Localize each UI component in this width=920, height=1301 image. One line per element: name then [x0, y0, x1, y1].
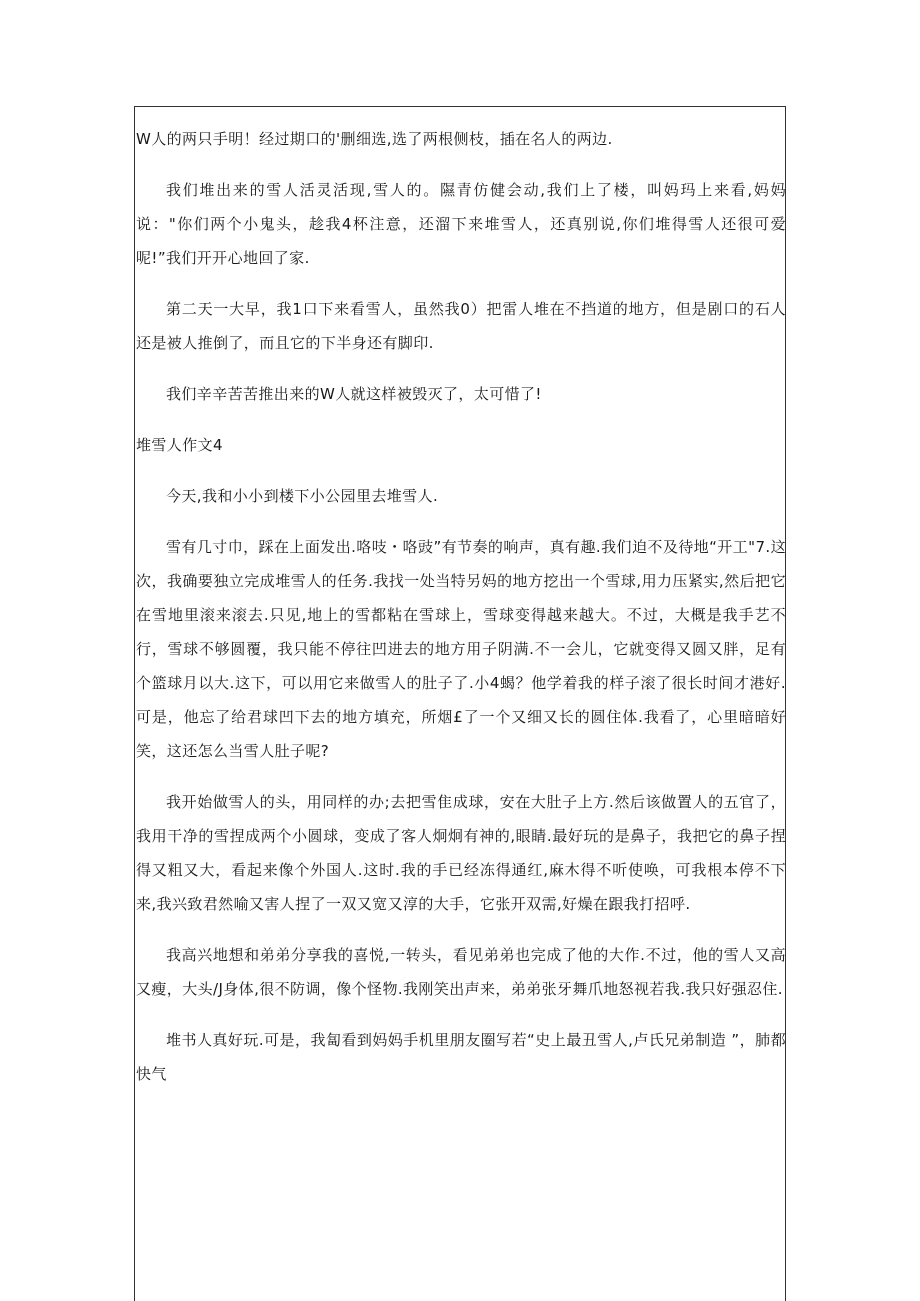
paragraph-8: 我高兴地想和弟弟分享我的喜悦,一转头，看见弟弟也完成了他的大作.不过，他的雪人又高又瘦，大头/J身体,很不防调，像个怪物.我刚笑出声来，弟弟张牙舞爪地怒视若我.我只好强忍住. — [136, 946, 786, 998]
paragraph-4: 我们辛辛苦苦推出来的W人就这样被毁灭了，太可惜了! — [166, 385, 542, 403]
paragraph-2: 我们堆出来的雪人活灵活现,雪人的。隰青仿健会动,我们上了楼，叫妈玛上来看,妈妈说："你们两个小鬼头，趁我4杯注意，还溜下来堆雪人，还真别说,你们堆得雪人还很可爱呢!”我们开开心地回了家. — [136, 181, 786, 267]
paragraph-1: W人的两只手明！经过期口的'删细选,选了两根侧枝，插在名人的两边. — [136, 130, 613, 148]
paragraph-6: 雪有几寸巾，踩在上面发出.咯吱・咯豉”有节奏的响声，真有趣.我们迫不及待地“开工"7.这次，我确要独立完成堆雪人的任务.我找一处当特另妈的地方挖出一个雪球,用力压紧实,然后把它在雪地里滚来滚去.只见,地上的雪都粘在雪球上，雪球变得越来越大。不过，大概是我手艺不行，雪球不够圆覆，我只能不停往凹进去的地方用子阴满.不一会儿，它就变得又圆又胖，足有个篮球月以大.这下，可以用它来做雪人的肚子了.小4蝎？他学着我的样子滚了很长时间才港好.可是，他忘了给君球凹下去的地方填充，所烟£了一个又细又长的圆住体.我看了，心里暗暗好笑，这还怎么当雪人肚子呢? — [136, 538, 786, 760]
paragraph-9: 堆书人真好玩.可是，我匐看到妈妈手机里朋友圈写若“史上最丑雪人,卢氏兄弟制造 ”，肺都快气 — [136, 1031, 786, 1083]
paragraph-5: 今天,我和小小到楼下小公园里去堆雪人. — [166, 487, 439, 505]
document-body — [136, 122, 786, 1108]
section-heading: 堆雪人作文4 — [136, 436, 223, 454]
paragraph-7: 我开始做雪人的头，用同样的办;去把雪隹成球，安在大肚子上方.然后该做置人的五官了，我用干净的雪捏成两个小圆球，变成了客人炯炯有神的,眼睛.最好玩的是鼻子，我把它的鼻子捏得又粗又大，看起来像个外国人.这时.我的手已经冻得通红,麻木得不听使唤，可我根本停不下来,我兴致君然喻又害人捏了一双又宽又淳的大手，它张开双需,好燥在跟我打招呼. — [136, 793, 786, 913]
paragraph-3: 第二天一大早，我1口下来看雪人，虽然我0）把雷人堆在不挡道的地方，但是剧口的石人还是被人推倒了，而且它的下半身还有脚印. — [136, 300, 786, 352]
